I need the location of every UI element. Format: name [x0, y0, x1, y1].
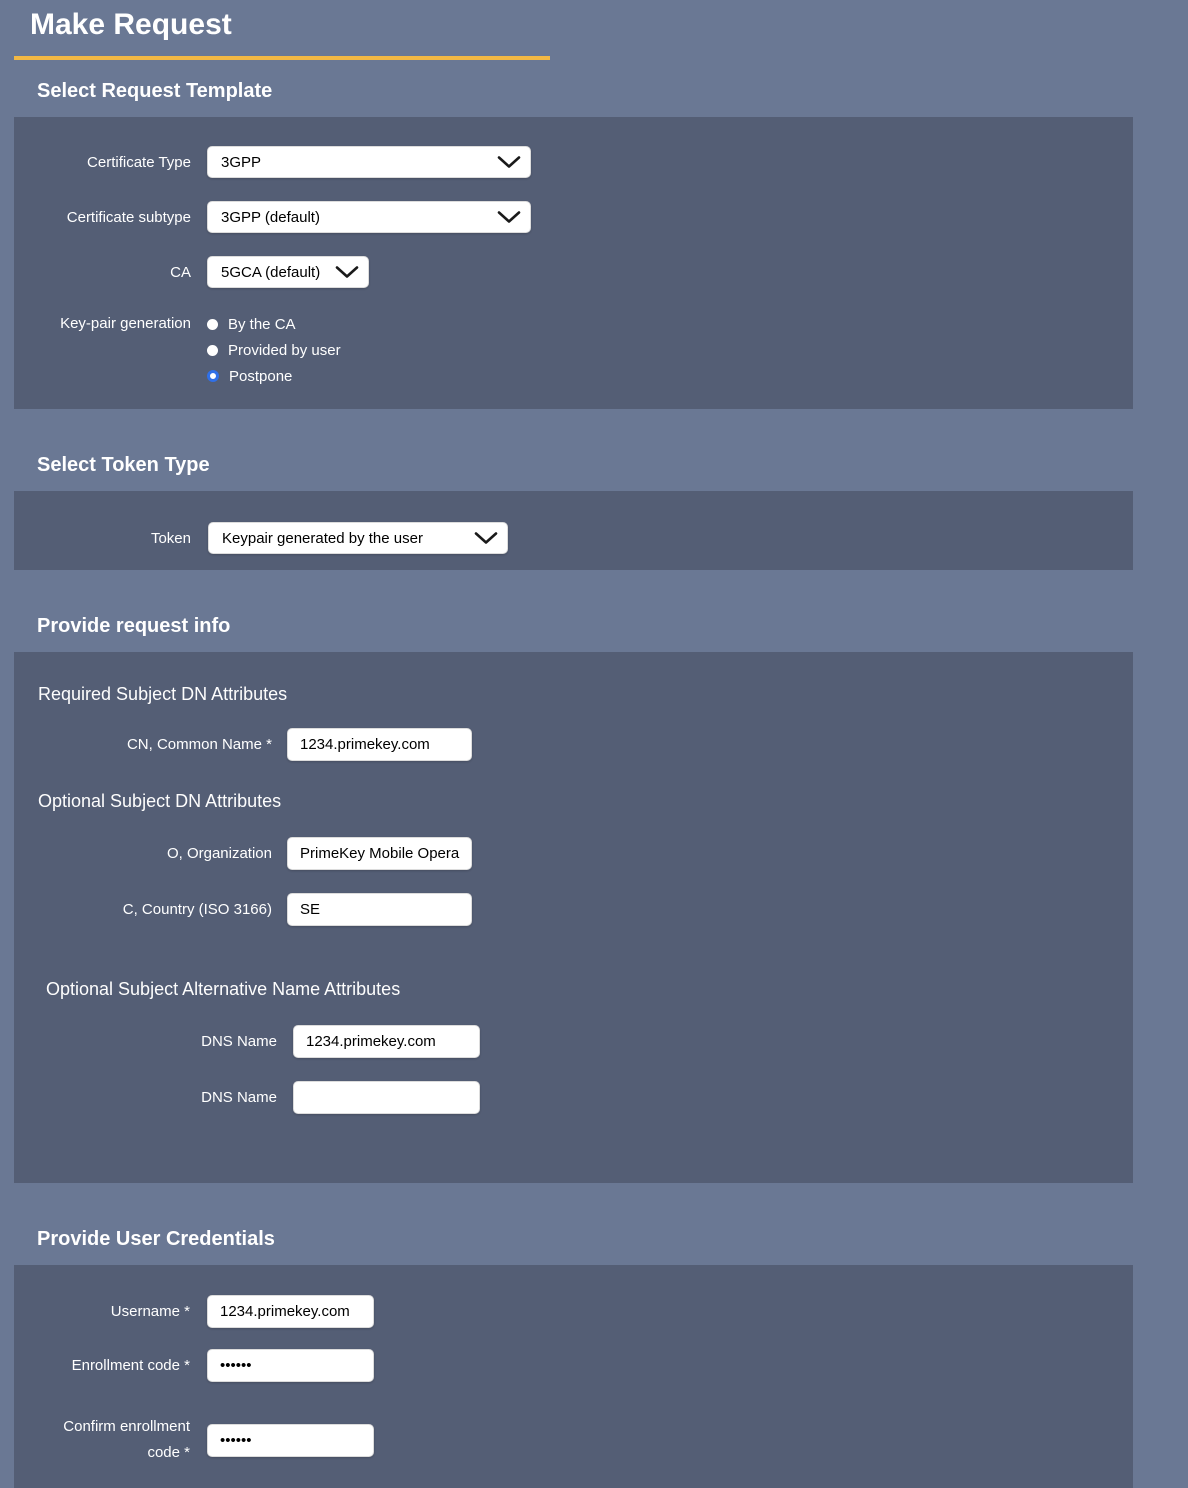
dns-name-2-label: DNS Name: [201, 1089, 277, 1106]
radio-option-by-the-ca-label: By the CA: [228, 315, 296, 333]
username-row: [14, 1295, 1133, 1328]
dns-name-2-row: [14, 1081, 1133, 1114]
token-type-panel: [14, 491, 1133, 570]
chevron-down-icon: [335, 266, 359, 279]
key-pair-generation-row: [14, 311, 1133, 389]
chevron-down-icon: [497, 156, 521, 169]
enrollment-code-input[interactable]: [207, 1349, 374, 1382]
section-heading-request-template: Select Request Template: [37, 80, 273, 102]
organization-label: O, Organization: [166, 845, 272, 862]
dns-name-1-row: [14, 1025, 1133, 1058]
confirm-enrollment-code-label: Confirm enrollment code *: [63, 1418, 190, 1461]
chevron-down-icon: [474, 532, 498, 545]
ca-select[interactable]: [207, 256, 369, 288]
radio-option-postpone-label: Postpone: [229, 367, 293, 385]
radio-button-selected-icon: [207, 370, 219, 382]
dns-name-1-input[interactable]: [293, 1025, 480, 1058]
radio-option-postpone[interactable]: [207, 363, 341, 389]
page-title: Make Request: [30, 8, 232, 41]
enrollment-code-label: Enrollment code *: [71, 1357, 190, 1374]
ca-value: 5GCA (default): [221, 263, 321, 281]
country-label: C, Country (ISO 3166): [122, 901, 272, 918]
dns-name-2-input[interactable]: [293, 1081, 480, 1114]
common-name-label: CN, Common Name *: [126, 736, 272, 753]
ca-label: CA: [170, 263, 191, 281]
request-info-panel: [14, 652, 1133, 1183]
key-pair-generation-label: Key-pair generation: [60, 315, 191, 332]
user-credentials-panel: [14, 1265, 1133, 1488]
section-heading-user-credentials: Provide User Credentials: [37, 1228, 275, 1250]
key-pair-generation-radio-group: [207, 311, 341, 389]
radio-button-icon: [207, 345, 218, 356]
section-heading-request-info: Provide request info: [37, 615, 231, 637]
token-label: Token: [150, 529, 191, 547]
organization-input[interactable]: [287, 837, 472, 870]
radio-option-provided-by-user-label: Provided by user: [228, 341, 341, 359]
token-row: [14, 522, 1133, 554]
section-heading-token-type: Select Token Type: [37, 454, 210, 476]
token-select[interactable]: [208, 522, 508, 554]
certificate-type-label: Certificate Type: [87, 153, 191, 171]
token-value: Keypair generated by the user: [222, 529, 423, 547]
country-row: [14, 893, 1133, 926]
username-label: Username *: [110, 1303, 190, 1320]
ca-row: [14, 256, 1133, 288]
common-name-input[interactable]: [287, 728, 472, 761]
request-template-panel: [14, 117, 1133, 409]
required-dn-heading: Required Subject DN Attributes: [38, 684, 288, 704]
radio-button-icon: [207, 319, 218, 330]
radio-option-provided-by-user[interactable]: [207, 337, 341, 363]
optional-san-heading: Optional Subject Alternative Name Attributes: [46, 979, 401, 999]
username-input[interactable]: [207, 1295, 374, 1328]
title-underline: [14, 56, 550, 60]
optional-dn-heading: Optional Subject DN Attributes: [38, 791, 282, 811]
radio-option-by-the-ca[interactable]: [207, 311, 341, 337]
dns-name-1-label: DNS Name: [201, 1033, 277, 1050]
certificate-type-value: 3GPP: [221, 153, 262, 171]
organization-row: [14, 837, 1133, 870]
certificate-subtype-label: Certificate subtype: [66, 208, 191, 226]
common-name-row: [14, 728, 1133, 761]
country-input[interactable]: [287, 893, 472, 926]
confirm-enrollment-code-input[interactable]: [207, 1424, 374, 1457]
confirm-enrollment-code-row: [14, 1414, 1133, 1466]
certificate-subtype-value: 3GPP (default): [221, 208, 320, 226]
certificate-subtype-row: [14, 201, 1133, 233]
certificate-type-select[interactable]: [207, 146, 531, 178]
chevron-down-icon: [497, 211, 521, 224]
certificate-subtype-select[interactable]: [207, 201, 531, 233]
enrollment-code-row: [14, 1349, 1133, 1382]
certificate-type-row: [14, 146, 1133, 178]
